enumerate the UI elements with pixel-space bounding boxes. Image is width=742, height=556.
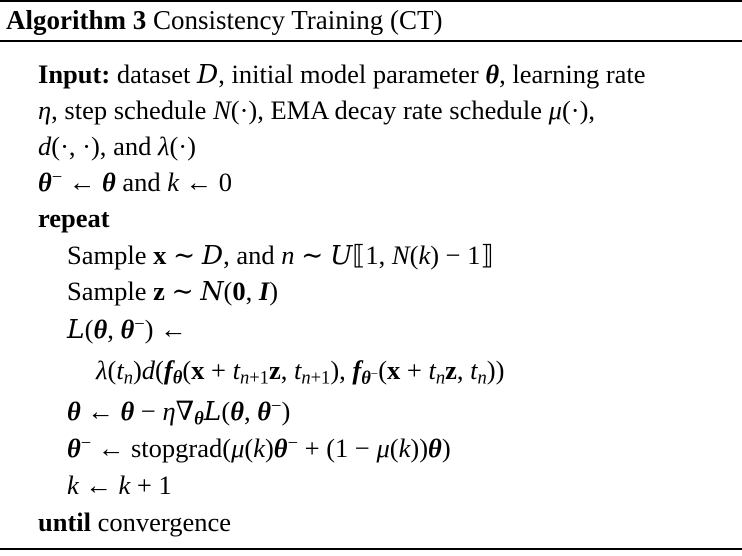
loss-expression-line: $\lambda(t_n)d(f_\theta(x + t_{n+1}z$, $t_{n+1}$), $f_{\theta^-}(x + t_nz$, $t_n$)) — [96, 355, 505, 389]
increment-line: k ← k + 1 — [67, 470, 172, 500]
until-line — [38, 504, 231, 540]
bottom-rule — [0, 548, 742, 550]
ema-update-line: θ− ← stopgrad(μ(k)θ− + (1 − μ(k))θ) — [67, 432, 451, 463]
sample-z-line: Sample z ∼ N(0, I) — [67, 276, 279, 307]
until-keyword: until — [38, 507, 92, 537]
dataset-text: dataset — [116, 59, 191, 89]
algorithm-title: Consistency Training (CT) — [152, 5, 443, 35]
loss-line: L(θ, θ−) ← — [67, 313, 187, 345]
input-line-3: d(·, ·), and λ(·) — [38, 131, 196, 161]
math-eta: η — [38, 95, 52, 125]
math-d: d — [38, 131, 52, 161]
ema-decay-text: EMA decay rate schedule — [270, 95, 542, 125]
and-comma-text: , and — [223, 240, 275, 270]
math-lambda: λ — [157, 131, 170, 161]
step-schedule-text: step schedule — [64, 95, 207, 125]
input-keyword: Input: — [38, 59, 111, 89]
init-param-text: initial model parameter — [231, 59, 479, 89]
repeat-line — [38, 200, 110, 236]
algorithm-caption — [6, 3, 443, 37]
math-D: D — [197, 59, 219, 90]
and-text: and — [113, 131, 152, 161]
sample-text-2: Sample — [67, 276, 147, 306]
repeat-keyword: repeat — [38, 203, 110, 233]
input-line-2: η, step schedule N(·), EMA decay rate schedule μ(·), — [38, 95, 596, 125]
and-text-2: and — [122, 167, 161, 197]
convergence-text: convergence — [97, 507, 232, 537]
init-line: θ− ← θ and k ← 0 — [38, 166, 233, 197]
math-N: N — [213, 95, 231, 125]
top-rule — [0, 0, 742, 2]
input-line-1: Input: dataset D, initial model parameter θ, learning rate — [38, 59, 646, 90]
update-theta-line: θ ← $\theta - \eta\nabla_\theta L(\theta$, θ−) — [67, 395, 291, 430]
stopgrad-text: stopgrad — [130, 433, 223, 463]
sample-text: Sample — [67, 240, 147, 270]
caption-rule — [0, 40, 742, 42]
algorithm-label: Algorithm 3 — [6, 5, 147, 35]
math-mu: μ — [548, 95, 562, 125]
math-theta: θ — [485, 59, 500, 89]
sample-x-line: Sample x ∼ D, and n ∼ U⟦1, N(k) − 1⟧ — [67, 240, 494, 271]
learning-rate-text: learning rate — [512, 59, 646, 89]
